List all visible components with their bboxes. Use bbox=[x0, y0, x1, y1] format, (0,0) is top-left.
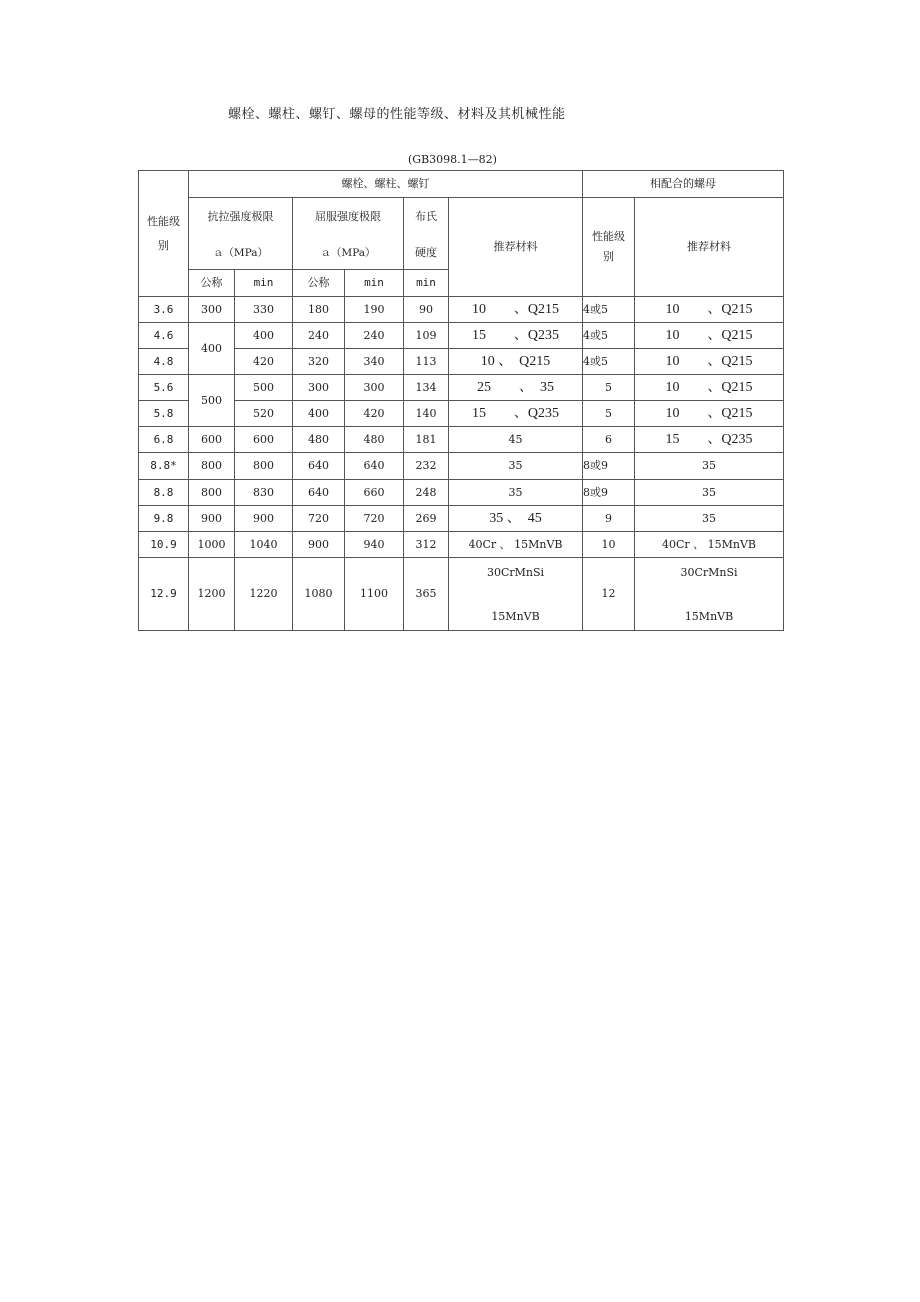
tensile-nominal-cell: 600 bbox=[189, 427, 235, 453]
yield-min-cell: 720 bbox=[345, 506, 404, 532]
material-cell: 35 bbox=[449, 453, 583, 480]
table-row bbox=[139, 375, 784, 401]
material-cell: 25 、 35 bbox=[449, 375, 583, 401]
yield-nominal-header: 公称 bbox=[293, 270, 345, 297]
grade-cell: 5.8 bbox=[139, 401, 189, 427]
table-row bbox=[139, 401, 784, 427]
material-cell: 10 、Q215 bbox=[449, 297, 583, 323]
grade-cell: 3.6 bbox=[139, 297, 189, 323]
tensile-nominal-cell: 800 bbox=[189, 453, 235, 480]
yield-nominal-cell: 240 bbox=[293, 323, 345, 349]
grade-cell: 5.6 bbox=[139, 375, 189, 401]
nut-material-cell: 10 、Q215 bbox=[635, 297, 784, 323]
tensile-min-cell: 1220 bbox=[235, 558, 293, 631]
tensile-nominal-cell: 900 bbox=[189, 506, 235, 532]
yield-min-cell: 340 bbox=[345, 349, 404, 375]
nut-material-header: 推荐材料 bbox=[635, 198, 784, 297]
yield-nominal-cell: 180 bbox=[293, 297, 345, 323]
grade-header: 性能级 别 bbox=[139, 171, 189, 297]
brinell-cell: 365 bbox=[404, 558, 449, 631]
standard-reference: (GB3098.1—82) bbox=[408, 153, 497, 166]
tensile-min-cell: 400 bbox=[235, 323, 293, 349]
nut-grade-cell: 4或5 bbox=[583, 297, 635, 323]
yield-min-cell: 420 bbox=[345, 401, 404, 427]
tensile-nominal-cell: 400 bbox=[189, 323, 235, 375]
yield-min-cell: 190 bbox=[345, 297, 404, 323]
material-cell: 10 、 Q215 bbox=[449, 349, 583, 375]
tensile-min-cell: 800 bbox=[235, 453, 293, 480]
brinell-cell: 181 bbox=[404, 427, 449, 453]
table-row bbox=[139, 558, 784, 631]
nut-grade-cell: 10 bbox=[583, 532, 635, 558]
nut-grade-cell: 8或9 bbox=[583, 480, 635, 506]
nut-material-cell: 10 、Q215 bbox=[635, 375, 784, 401]
table-row bbox=[139, 453, 784, 480]
brinell-cell: 134 bbox=[404, 375, 449, 401]
nut-material-cell: 40Cr 、 15MnVB bbox=[635, 532, 784, 558]
brinell-min-header: min bbox=[404, 270, 449, 297]
table-row bbox=[139, 323, 784, 349]
brinell-cell: 232 bbox=[404, 453, 449, 480]
material-cell: 35 bbox=[449, 480, 583, 506]
grade-cell: 9.8 bbox=[139, 506, 189, 532]
grade-cell: 8.8* bbox=[139, 453, 189, 480]
yield-nominal-cell: 640 bbox=[293, 480, 345, 506]
tensile-nominal-cell: 1000 bbox=[189, 532, 235, 558]
nut-group-header: 相配合的螺母 bbox=[583, 171, 784, 198]
yield-header: 屈服强度极限 ａ（MPa） bbox=[293, 198, 404, 270]
yield-min-header: min bbox=[345, 270, 404, 297]
grade-cell: 4.6 bbox=[139, 323, 189, 349]
tensile-min-cell: 330 bbox=[235, 297, 293, 323]
nut-grade-cell: 4或5 bbox=[583, 323, 635, 349]
brinell-cell: 140 bbox=[404, 401, 449, 427]
nut-material-cell: 35 bbox=[635, 506, 784, 532]
tensile-nominal-cell: 800 bbox=[189, 480, 235, 506]
brinell-cell: 90 bbox=[404, 297, 449, 323]
material-cell: 45 bbox=[449, 427, 583, 453]
nut-material-cell: 30CrMnSi 15MnVB bbox=[635, 558, 784, 631]
yield-nominal-cell: 900 bbox=[293, 532, 345, 558]
yield-min-cell: 640 bbox=[345, 453, 404, 480]
table-row bbox=[139, 532, 784, 558]
grade-cell: 10.9 bbox=[139, 532, 189, 558]
yield-nominal-cell: 1080 bbox=[293, 558, 345, 631]
material-cell: 30CrMnSi 15MnVB bbox=[449, 558, 583, 631]
table-row bbox=[139, 506, 784, 532]
yield-min-cell: 240 bbox=[345, 323, 404, 349]
nut-grade-cell: 12 bbox=[583, 558, 635, 631]
table-row bbox=[139, 349, 784, 375]
table-row bbox=[139, 480, 784, 506]
yield-nominal-cell: 320 bbox=[293, 349, 345, 375]
tensile-min-cell: 900 bbox=[235, 506, 293, 532]
yield-min-cell: 300 bbox=[345, 375, 404, 401]
material-cell: 15 、Q235 bbox=[449, 401, 583, 427]
brinell-cell: 248 bbox=[404, 480, 449, 506]
nut-material-cell: 10 、Q215 bbox=[635, 323, 784, 349]
tensile-min-cell: 420 bbox=[235, 349, 293, 375]
material-cell: 35 、 45 bbox=[449, 506, 583, 532]
tensile-header: 抗拉强度极限 ａ（MPa） bbox=[189, 198, 293, 270]
yield-min-cell: 1100 bbox=[345, 558, 404, 631]
nut-material-cell: 10 、Q215 bbox=[635, 401, 784, 427]
yield-nominal-cell: 640 bbox=[293, 453, 345, 480]
yield-nominal-cell: 480 bbox=[293, 427, 345, 453]
table-row bbox=[139, 297, 784, 323]
nut-material-cell: 10 、Q215 bbox=[635, 349, 784, 375]
tensile-nominal-cell: 500 bbox=[189, 375, 235, 427]
document-title: 螺栓、螺柱、螺钉、螺母的性能等级、材料及其机械性能 bbox=[228, 107, 566, 122]
nut-grade-cell: 8或9 bbox=[583, 453, 635, 480]
tensile-nominal-cell: 1200 bbox=[189, 558, 235, 631]
properties-table bbox=[138, 170, 784, 631]
yield-nominal-cell: 300 bbox=[293, 375, 345, 401]
tensile-min-cell: 1040 bbox=[235, 532, 293, 558]
nut-grade-cell: 4或5 bbox=[583, 349, 635, 375]
nut-grade-header: 性能级 别 bbox=[583, 198, 635, 297]
grade-cell: 4.8 bbox=[139, 349, 189, 375]
table-row bbox=[139, 427, 784, 453]
material-cell: 15 、Q235 bbox=[449, 323, 583, 349]
nut-grade-cell: 5 bbox=[583, 401, 635, 427]
tensile-min-cell: 520 bbox=[235, 401, 293, 427]
tensile-min-cell: 830 bbox=[235, 480, 293, 506]
yield-nominal-cell: 400 bbox=[293, 401, 345, 427]
nut-grade-cell: 9 bbox=[583, 506, 635, 532]
tensile-nominal-cell: 300 bbox=[189, 297, 235, 323]
brinell-cell: 269 bbox=[404, 506, 449, 532]
brinell-cell: 312 bbox=[404, 532, 449, 558]
material-cell: 40Cr 、 15MnVB bbox=[449, 532, 583, 558]
nut-grade-cell: 5 bbox=[583, 375, 635, 401]
nut-material-cell: 35 bbox=[635, 453, 784, 480]
tensile-nominal-header: 公称 bbox=[189, 270, 235, 297]
yield-min-cell: 660 bbox=[345, 480, 404, 506]
tensile-min-cell: 600 bbox=[235, 427, 293, 453]
grade-cell: 8.8 bbox=[139, 480, 189, 506]
tensile-min-header: min bbox=[235, 270, 293, 297]
brinell-cell: 113 bbox=[404, 349, 449, 375]
yield-min-cell: 480 bbox=[345, 427, 404, 453]
grade-cell: 6.8 bbox=[139, 427, 189, 453]
yield-min-cell: 940 bbox=[345, 532, 404, 558]
nut-material-cell: 15 、Q235 bbox=[635, 427, 784, 453]
nut-material-cell: 35 bbox=[635, 480, 784, 506]
brinell-header: 布氏 硬度 bbox=[404, 198, 449, 270]
brinell-cell: 109 bbox=[404, 323, 449, 349]
tensile-min-cell: 500 bbox=[235, 375, 293, 401]
bolts-group-header: 螺栓、螺柱、螺钉 bbox=[189, 171, 583, 198]
grade-cell: 12.9 bbox=[139, 558, 189, 631]
nut-grade-cell: 6 bbox=[583, 427, 635, 453]
yield-nominal-cell: 720 bbox=[293, 506, 345, 532]
material-header: 推荐材料 bbox=[449, 198, 583, 297]
